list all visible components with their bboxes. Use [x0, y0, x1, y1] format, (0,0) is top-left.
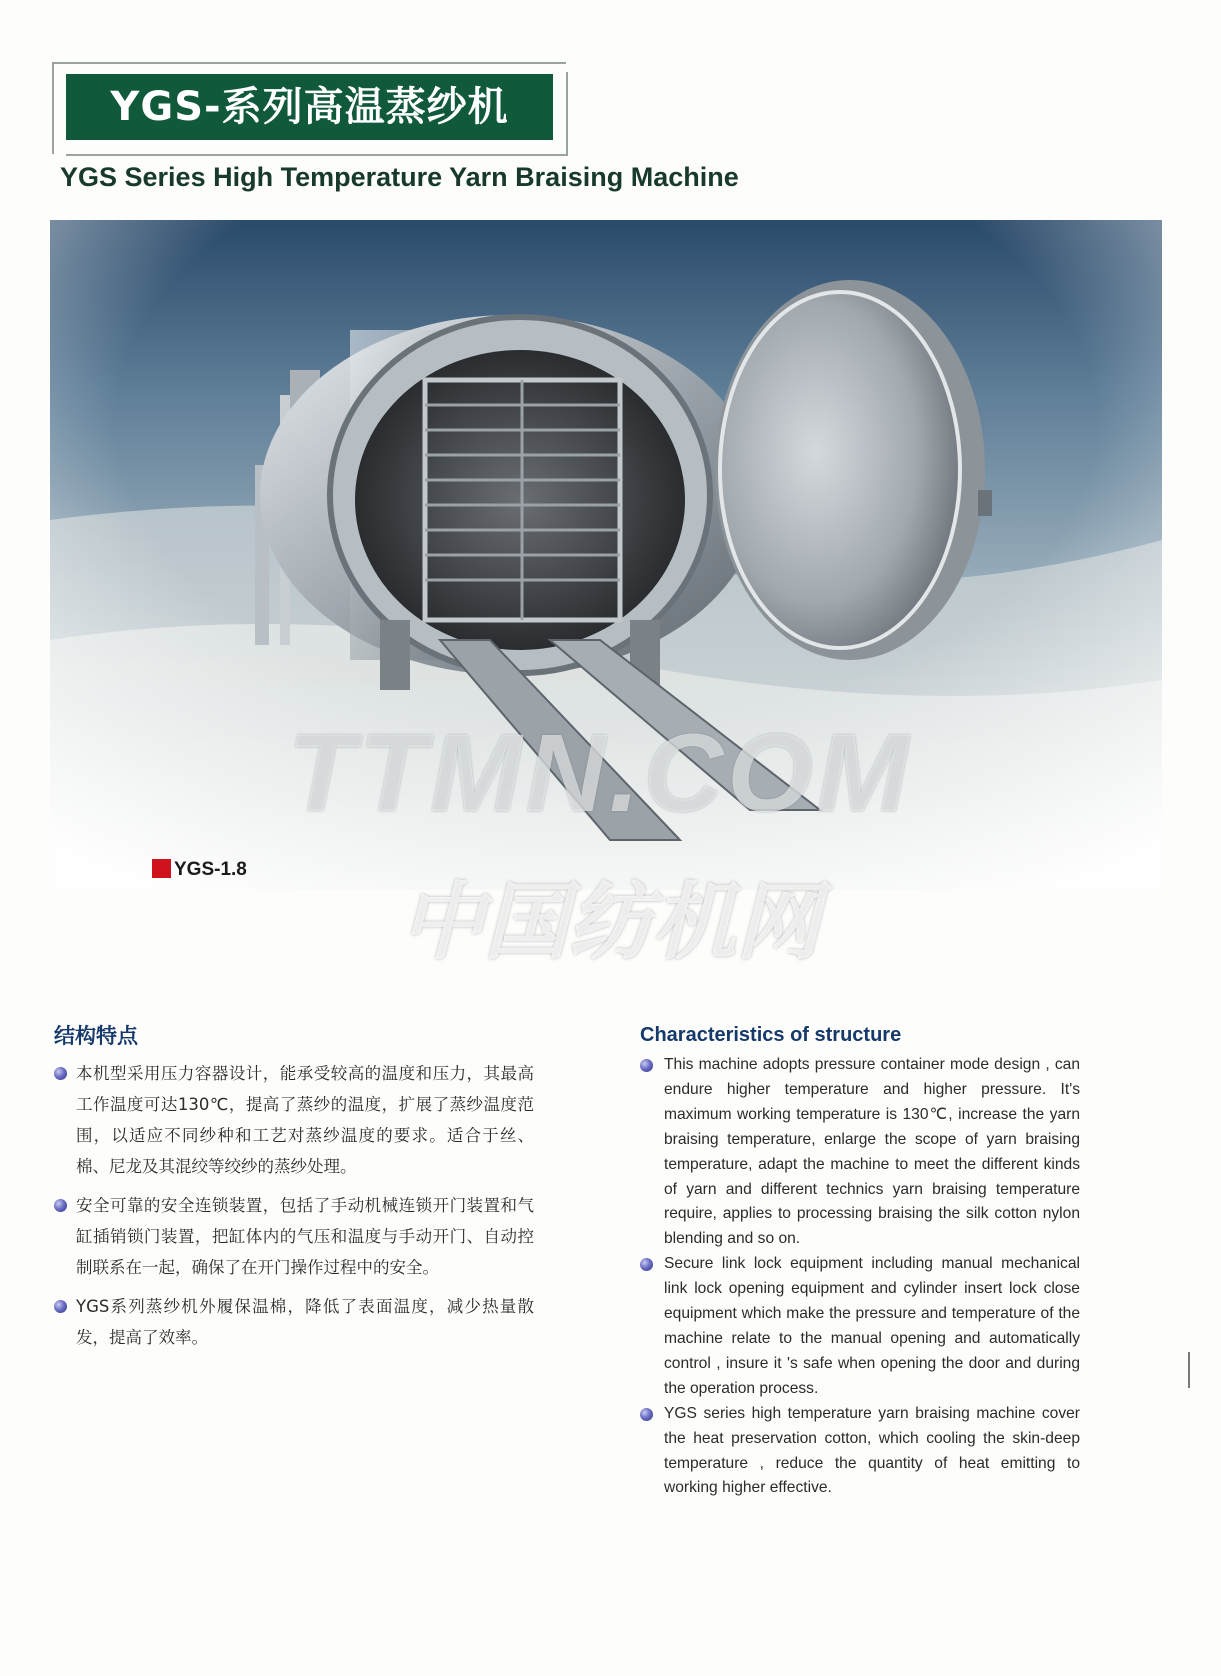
list-item: 本机型采用压力容器设计，能承受较高的温度和压力，其最高工作温度可达130℃，提高了蒸纱的温度，扩展了蒸纱温度范围，以适应不同纱种和工艺对蒸纱温度的要求。适合于丝、棉、尼龙及其混绞等绞纱的蒸纱处理。: [54, 1058, 534, 1182]
watermark-en: TTMN.COM: [287, 712, 913, 835]
page-subtitle: YGS Series High Temperature Yarn Braising Machine: [60, 162, 739, 192]
bullet-icon: [640, 1258, 653, 1271]
model-label: [152, 858, 247, 882]
scan-edge-mark: [1188, 1352, 1190, 1388]
features-en: [640, 1024, 1080, 1501]
bullet-icon: [54, 1300, 67, 1313]
list-item: 安全可靠的安全连锁装置，包括了手动机械连锁开门装置和气缸插销锁门装置，把缸体内的气压和温度与手动开门、自动控制联系在一起，确保了在开门操作过程中的安全。: [54, 1190, 534, 1283]
list-item: YGS系列蒸纱机外履保温棉，降低了表面温度，减少热量散发，提高了效率。: [54, 1291, 534, 1353]
bullet-icon: [640, 1059, 653, 1072]
bullet-icon: [640, 1408, 653, 1421]
red-square-icon: [152, 859, 171, 878]
features-en-heading: Characteristics of structure: [640, 1024, 902, 1046]
bullet-icon: [54, 1199, 67, 1212]
features-cn-heading: 结构特点: [54, 1024, 138, 1048]
features-cn: [54, 1020, 534, 1361]
page-title: YGS-系列高温蒸纱机: [66, 74, 553, 140]
bullet-icon: [54, 1067, 67, 1080]
list-item: YGS series high temperature yarn braising machine cover the heat preservation cotton, which cooling the skin-deep temperature , reduce the quantity of heat emitting to working higher effective.: [640, 1402, 1080, 1502]
list-item: Secure link lock equipment including manual mechanical link lock opening equipment and cylinder insert lock close equipment which make the pressure and temperature of the machine relate to the manual opening and automatically control , insure it 's safe when opening the door and during the operation process.: [640, 1252, 1080, 1401]
list-item: This machine adopts pressure container mode design , can endure higher temperature and higher pressure. It's maximum working temperature is 130℃, increase the yarn braising temperature, enlarge the scope of yarn braising temperature, adapt the machine to meet the different kinds of yarn and different technics yarn braising temperature require, applies to processing braising the silk cotton nylon blending and so on.: [640, 1053, 1080, 1252]
model-label-text: YGS-1.8: [174, 859, 247, 880]
watermark-cn: 中国纺机网: [399, 873, 820, 971]
